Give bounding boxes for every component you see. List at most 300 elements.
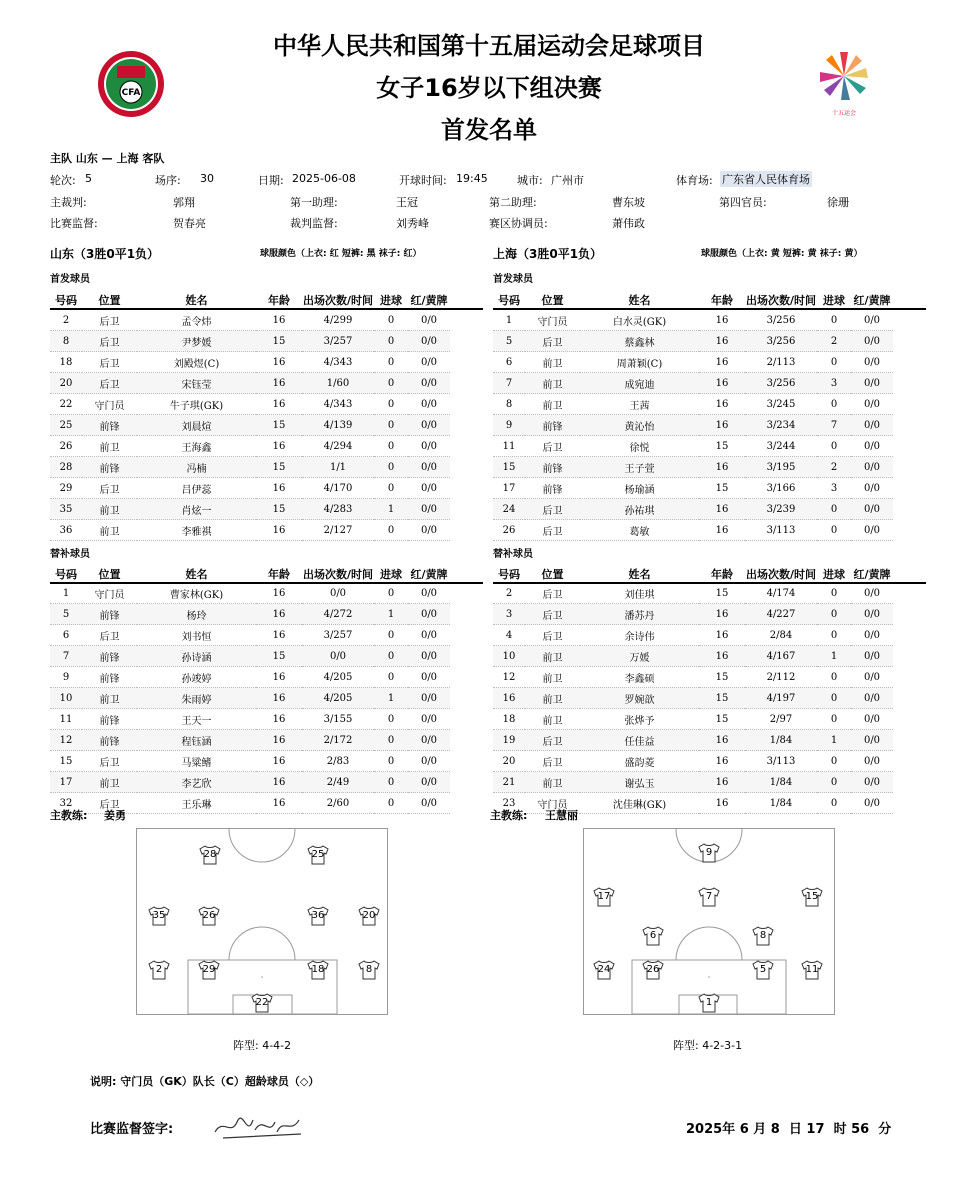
table-cell: 吕伊蕊 <box>137 478 256 499</box>
table-cell: 21 <box>493 772 525 793</box>
table-row <box>50 499 450 520</box>
table-cell: 16 <box>256 352 302 373</box>
table-cell: 4/343 <box>302 352 374 373</box>
table-cell: 肖炫一 <box>137 499 256 520</box>
table-cell: 潘苏丹 <box>580 604 699 625</box>
player-jersey-icon <box>307 845 329 865</box>
table-cell: 29 <box>50 478 82 499</box>
table-cell: 0 <box>817 793 851 814</box>
player-jersey-icon <box>251 993 273 1013</box>
table-cell: 前锋 <box>82 667 137 688</box>
table-cell: 16 <box>699 310 745 331</box>
table-cell: 16 <box>256 394 302 415</box>
jersey-number: 29 <box>202 964 216 975</box>
player-jersey-icon <box>801 887 823 907</box>
table-row <box>50 646 450 667</box>
table-cell: 前锋 <box>525 415 580 436</box>
table-cell: 15 <box>699 478 745 499</box>
table-cell: 16 <box>256 604 302 625</box>
table-cell: 0/0 <box>408 604 450 625</box>
table-cell: 10 <box>50 688 82 709</box>
table-cell: 18 <box>493 709 525 730</box>
table-cell: 3/113 <box>745 751 817 772</box>
table-cell: 前卫 <box>525 688 580 709</box>
table-cell: 0 <box>817 709 851 730</box>
table-cell: 36 <box>50 520 82 541</box>
home-team-name: 山东（3胜0平1负） <box>50 247 160 261</box>
away-subs-col-header: 进球 <box>823 568 845 581</box>
ref-assessor-value: 刘秀峰 <box>396 217 429 230</box>
table-cell: 16 <box>256 520 302 541</box>
table-cell: 0 <box>817 751 851 772</box>
table-cell: 0/0 <box>408 352 450 373</box>
seq-label: 场序: <box>155 174 181 187</box>
table-cell: 4 <box>493 625 525 646</box>
table-row <box>493 667 893 688</box>
table-cell: 7 <box>493 373 525 394</box>
coordinator-value: 萧伟政 <box>612 217 645 230</box>
table-cell: 李艺欣 <box>137 772 256 793</box>
table-cell: 后卫 <box>525 730 580 751</box>
home-subs-col-header: 号码 <box>55 568 77 581</box>
table-cell: 0 <box>817 394 851 415</box>
table-cell: 0/0 <box>408 394 450 415</box>
supervisor-label: 比赛监督: <box>50 217 98 230</box>
table-cell: 前卫 <box>82 436 137 457</box>
signature-label: 比赛监督签字: <box>90 1122 174 1137</box>
jersey-number: 8 <box>759 930 767 941</box>
table-cell: 15 <box>256 646 302 667</box>
table-cell: 0/0 <box>851 499 893 520</box>
jersey-number: 28 <box>203 849 217 860</box>
table-cell: 4/283 <box>302 499 374 520</box>
table-cell: 前卫 <box>525 709 580 730</box>
table-row <box>50 772 450 793</box>
player-jersey-icon <box>698 993 720 1013</box>
table-row <box>50 667 450 688</box>
table-row <box>493 415 893 436</box>
table-cell: 0 <box>374 352 408 373</box>
table-cell: 0/0 <box>408 373 450 394</box>
table-cell: 12 <box>493 667 525 688</box>
coordinator-label: 赛区协调员: <box>489 217 548 230</box>
player-jersey-icon <box>698 887 720 907</box>
table-cell: 0/0 <box>851 310 893 331</box>
table-cell: 4/272 <box>302 604 374 625</box>
table-cell: 16 <box>699 646 745 667</box>
table-cell: 15 <box>699 709 745 730</box>
table-cell: 16 <box>256 709 302 730</box>
table-cell: 0/0 <box>851 415 893 436</box>
title-line-3: 首发名单 <box>441 116 537 144</box>
table-cell: 3/113 <box>745 520 817 541</box>
home-starters-col-header: 进球 <box>380 294 402 307</box>
table-cell: 35 <box>50 499 82 520</box>
jersey-number: 8 <box>365 964 373 975</box>
table-cell: 16 <box>256 772 302 793</box>
table-cell: 0 <box>374 394 408 415</box>
fourth-official-value: 徐珊 <box>827 196 849 209</box>
table-row <box>493 457 893 478</box>
table-cell: 16 <box>699 457 745 478</box>
home-subs-col-header: 出场次数/时间 <box>302 568 374 581</box>
table-cell: 0/0 <box>408 415 450 436</box>
table-cell: 0/0 <box>851 478 893 499</box>
jersey-number: 20 <box>362 910 376 921</box>
player-jersey-icon <box>358 906 380 926</box>
table-cell: 后卫 <box>525 436 580 457</box>
table-cell: 4/294 <box>302 436 374 457</box>
table-cell: 朱雨婷 <box>137 688 256 709</box>
table-cell: 16 <box>699 793 745 814</box>
table-cell: 16 <box>256 625 302 646</box>
away-subs-table <box>493 583 893 814</box>
away-team-name: 上海（3胜0平1负） <box>493 247 603 261</box>
table-cell: 3/245 <box>745 394 817 415</box>
table-cell: 宋钰莹 <box>137 373 256 394</box>
ar1-value: 王冠 <box>396 196 418 209</box>
away-subs-col-header: 位置 <box>541 568 564 581</box>
table-cell: 4/343 <box>302 394 374 415</box>
table-cell: 前锋 <box>82 457 137 478</box>
fourth-official-label: 第四官员: <box>719 196 767 209</box>
table-cell: 0/0 <box>408 667 450 688</box>
player-jersey-icon <box>307 906 329 926</box>
table-cell: 15 <box>256 457 302 478</box>
table-cell: 0 <box>374 793 408 814</box>
player-jersey-icon <box>199 845 221 865</box>
table-cell: 15 <box>493 457 525 478</box>
table-cell: 蔡鑫林 <box>580 331 699 352</box>
table-cell: 0/0 <box>408 331 450 352</box>
table-cell: 0/0 <box>408 751 450 772</box>
table-cell: 16 <box>256 583 302 604</box>
jersey-number: 7 <box>705 891 713 902</box>
table-cell: 20 <box>50 373 82 394</box>
supervisor-value: 贺春亮 <box>173 217 206 230</box>
home-starters-col-header: 红/黄牌 <box>410 294 448 307</box>
table-cell: 22 <box>50 394 82 415</box>
table-cell: 1/84 <box>745 730 817 751</box>
table-row <box>50 352 450 373</box>
table-cell: 2 <box>50 310 82 331</box>
table-row <box>50 415 450 436</box>
table-cell: 16 <box>699 604 745 625</box>
supervisor-signature <box>213 1112 305 1142</box>
table-cell: 3/244 <box>745 436 817 457</box>
table-cell: 28 <box>50 457 82 478</box>
table-cell: 0 <box>374 415 408 436</box>
table-cell: 19 <box>493 730 525 751</box>
table-cell: 6 <box>493 352 525 373</box>
player-jersey-icon <box>148 960 170 980</box>
player-jersey-icon <box>642 926 664 946</box>
table-cell: 1 <box>817 730 851 751</box>
kickoff-value: 19:45 <box>456 172 488 185</box>
jersey-number: 6 <box>649 930 657 941</box>
table-row <box>493 730 893 751</box>
table-cell: 0/0 <box>851 352 893 373</box>
table-cell: 16 <box>256 310 302 331</box>
table-cell: 曹家林(GK) <box>137 583 256 604</box>
jersey-number: 18 <box>311 964 325 975</box>
table-cell: 16 <box>699 730 745 751</box>
home-subs-table <box>50 583 450 814</box>
table-cell: 前锋 <box>82 604 137 625</box>
table-cell: 16 <box>256 730 302 751</box>
stadium-value: 广东省人民体育场 <box>722 173 810 186</box>
table-cell: 2/97 <box>745 709 817 730</box>
away-kit: 球服颜色（上衣: 黄 短裤: 黄 袜子: 黄） <box>701 249 863 259</box>
table-cell: 王茜 <box>580 394 699 415</box>
table-cell: 1 <box>374 604 408 625</box>
away-starters-col-header: 号码 <box>498 294 520 307</box>
jersey-number: 25 <box>311 849 325 860</box>
table-cell: 16 <box>699 352 745 373</box>
ar2-value: 曹东坡 <box>612 196 645 209</box>
table-cell: 2/127 <box>302 520 374 541</box>
table-row <box>50 730 450 751</box>
table-cell: 张烨予 <box>580 709 699 730</box>
table-cell: 0 <box>374 520 408 541</box>
table-row <box>493 394 893 415</box>
table-cell: 0 <box>817 604 851 625</box>
table-cell: 16 <box>256 667 302 688</box>
table-cell: 前锋 <box>82 730 137 751</box>
table-cell: 16 <box>256 793 302 814</box>
table-cell: 前卫 <box>525 772 580 793</box>
table-cell: 3/234 <box>745 415 817 436</box>
table-cell: 2/49 <box>302 772 374 793</box>
jersey-number: 22 <box>255 997 269 1008</box>
table-cell: 0/0 <box>408 772 450 793</box>
table-cell: 17 <box>50 772 82 793</box>
table-cell: 0/0 <box>851 667 893 688</box>
home-kit: 球服颜色（上衣: 红 短裤: 黑 袜子: 红） <box>260 249 422 259</box>
table-cell: 0 <box>817 667 851 688</box>
table-cell: 16 <box>699 373 745 394</box>
table-cell: 3/257 <box>302 625 374 646</box>
table-row <box>493 520 893 541</box>
table-cell: 0/0 <box>408 688 450 709</box>
away-subs-col-header: 姓名 <box>628 568 651 581</box>
table-cell: 5 <box>50 604 82 625</box>
table-cell: 刘殿煜(C) <box>137 352 256 373</box>
table-cell: 杨瑜涵 <box>580 478 699 499</box>
table-cell: 盛韵菱 <box>580 751 699 772</box>
table-row <box>50 688 450 709</box>
table-cell: 后卫 <box>82 625 137 646</box>
table-cell: 前卫 <box>525 373 580 394</box>
away-starters-label: 首发球员 <box>493 274 533 285</box>
table-cell: 24 <box>493 499 525 520</box>
table-cell: 1/60 <box>302 373 374 394</box>
table-row <box>50 394 450 415</box>
table-cell: 15 <box>699 583 745 604</box>
table-cell: 前卫 <box>82 499 137 520</box>
player-jersey-icon <box>642 960 664 980</box>
table-cell: 0 <box>374 772 408 793</box>
away-coach: 王慧丽 <box>545 809 578 822</box>
home-formation-label: 阵型: <box>233 1039 259 1052</box>
table-cell: 1 <box>374 499 408 520</box>
table-cell: 4/205 <box>302 667 374 688</box>
city-value: 广州市 <box>551 174 584 187</box>
table-cell: 16 <box>699 394 745 415</box>
table-cell: 0/0 <box>851 646 893 667</box>
jersey-number: 17 <box>597 891 611 902</box>
away-starters-col-header: 进球 <box>823 294 845 307</box>
table-cell: 后卫 <box>525 331 580 352</box>
table-cell: 0/0 <box>302 583 374 604</box>
table-cell: 16 <box>699 625 745 646</box>
table-cell: 白水灵(GK) <box>580 310 699 331</box>
table-row <box>50 709 450 730</box>
table-row <box>493 310 893 331</box>
table-cell: 王天一 <box>137 709 256 730</box>
table-cell: 0 <box>374 625 408 646</box>
date-value: 2025-06-08 <box>292 172 356 185</box>
table-cell: 0 <box>374 583 408 604</box>
referee-label: 主裁判: <box>50 196 87 209</box>
date-label: 日期: <box>258 174 284 187</box>
table-cell: 11 <box>50 709 82 730</box>
round-value: 5 <box>85 172 92 185</box>
table-cell: 0/0 <box>851 751 893 772</box>
table-cell: 4/139 <box>302 415 374 436</box>
table-cell: 1/84 <box>745 772 817 793</box>
home-subs-label: 替补球员 <box>50 549 90 560</box>
table-cell: 9 <box>493 415 525 436</box>
table-row <box>50 457 450 478</box>
table-row <box>493 604 893 625</box>
title-line-1: 中华人民共和国第十五届运动会足球项目 <box>273 32 705 60</box>
table-cell: 任佳益 <box>580 730 699 751</box>
away-subs-label: 替补球员 <box>493 549 533 560</box>
table-cell: 刘晨煊 <box>137 415 256 436</box>
table-cell: 前卫 <box>525 394 580 415</box>
table-cell: 0/0 <box>408 478 450 499</box>
table-cell: 0/0 <box>408 583 450 604</box>
table-row <box>50 520 450 541</box>
table-cell: 16 <box>699 499 745 520</box>
table-cell: 前锋 <box>525 478 580 499</box>
table-cell: 后卫 <box>525 625 580 646</box>
home-subs-col-header: 姓名 <box>185 568 208 581</box>
jersey-number: 36 <box>311 910 325 921</box>
table-cell: 3/256 <box>745 331 817 352</box>
table-cell: 4/299 <box>302 310 374 331</box>
table-cell: 0 <box>374 730 408 751</box>
table-cell: 4/197 <box>745 688 817 709</box>
table-row <box>493 583 893 604</box>
table-row <box>493 499 893 520</box>
away-subs-col-header: 号码 <box>498 568 520 581</box>
table-row <box>50 310 450 331</box>
table-cell: 4/167 <box>745 646 817 667</box>
table-cell: 孙竣婷 <box>137 667 256 688</box>
table-cell: 谢弘玉 <box>580 772 699 793</box>
table-cell: 3/257 <box>302 331 374 352</box>
player-jersey-icon <box>801 960 823 980</box>
table-cell: 16 <box>256 478 302 499</box>
table-cell: 0/0 <box>851 394 893 415</box>
table-cell: 0/0 <box>851 373 893 394</box>
home-formation-value: 4-4-2 <box>262 1039 292 1052</box>
table-row <box>493 373 893 394</box>
table-cell: 1/84 <box>745 793 817 814</box>
table-cell: 0 <box>817 688 851 709</box>
table-cell: 26 <box>493 520 525 541</box>
table-cell: 16 <box>699 415 745 436</box>
jersey-number: 26 <box>646 964 660 975</box>
table-cell: 2/60 <box>302 793 374 814</box>
table-row <box>493 436 893 457</box>
home-starters-col-header: 姓名 <box>185 294 208 307</box>
table-cell: 牛子琪(GK) <box>137 394 256 415</box>
table-cell: 1 <box>374 688 408 709</box>
table-cell: 0 <box>817 310 851 331</box>
player-jersey-icon <box>752 926 774 946</box>
table-cell: 0/0 <box>851 457 893 478</box>
table-cell: 0 <box>817 520 851 541</box>
table-cell: 罗婉歆 <box>580 688 699 709</box>
away-starters-col-header: 年龄 <box>711 294 733 307</box>
table-cell: 后卫 <box>82 352 137 373</box>
table-cell: 后卫 <box>525 604 580 625</box>
table-cell: 2/83 <box>302 751 374 772</box>
table-cell: 前卫 <box>525 646 580 667</box>
table-cell: 0 <box>817 499 851 520</box>
table-cell: 3 <box>817 373 851 394</box>
table-cell: 2/113 <box>745 352 817 373</box>
table-cell: 0/0 <box>851 709 893 730</box>
table-cell: 32 <box>50 793 82 814</box>
games-logo-caption: 十五运会 <box>831 110 856 117</box>
table-cell: 3/195 <box>745 457 817 478</box>
table-cell: 守门员 <box>525 310 580 331</box>
table-cell: 孟令炜 <box>137 310 256 331</box>
table-cell: 10 <box>493 646 525 667</box>
table-cell: 前锋 <box>82 646 137 667</box>
table-cell: 0 <box>374 751 408 772</box>
home-formation-pitch <box>136 828 388 1015</box>
table-cell: 0/0 <box>408 709 450 730</box>
table-row <box>493 751 893 772</box>
table-cell: 20 <box>493 751 525 772</box>
player-jersey-icon <box>307 960 329 980</box>
table-cell: 王海鑫 <box>137 436 256 457</box>
table-cell: 万媛 <box>580 646 699 667</box>
table-cell: 0 <box>374 667 408 688</box>
table-row <box>493 331 893 352</box>
home-subs-col-header: 进球 <box>380 568 402 581</box>
table-cell: 0 <box>374 331 408 352</box>
away-starters-col-header: 红/黄牌 <box>853 294 891 307</box>
table-cell: 3/239 <box>745 499 817 520</box>
player-jersey-icon <box>593 960 615 980</box>
table-cell: 前卫 <box>525 352 580 373</box>
table-cell: 8 <box>50 331 82 352</box>
jersey-number: 1 <box>705 997 713 1008</box>
table-cell: 16 <box>699 520 745 541</box>
table-cell: 后卫 <box>525 520 580 541</box>
table-cell: 4/174 <box>745 583 817 604</box>
ar1-label: 第一助理: <box>290 196 338 209</box>
jersey-number: 9 <box>705 847 713 858</box>
away-subs-col-header: 年龄 <box>711 568 733 581</box>
table-cell: 18 <box>50 352 82 373</box>
